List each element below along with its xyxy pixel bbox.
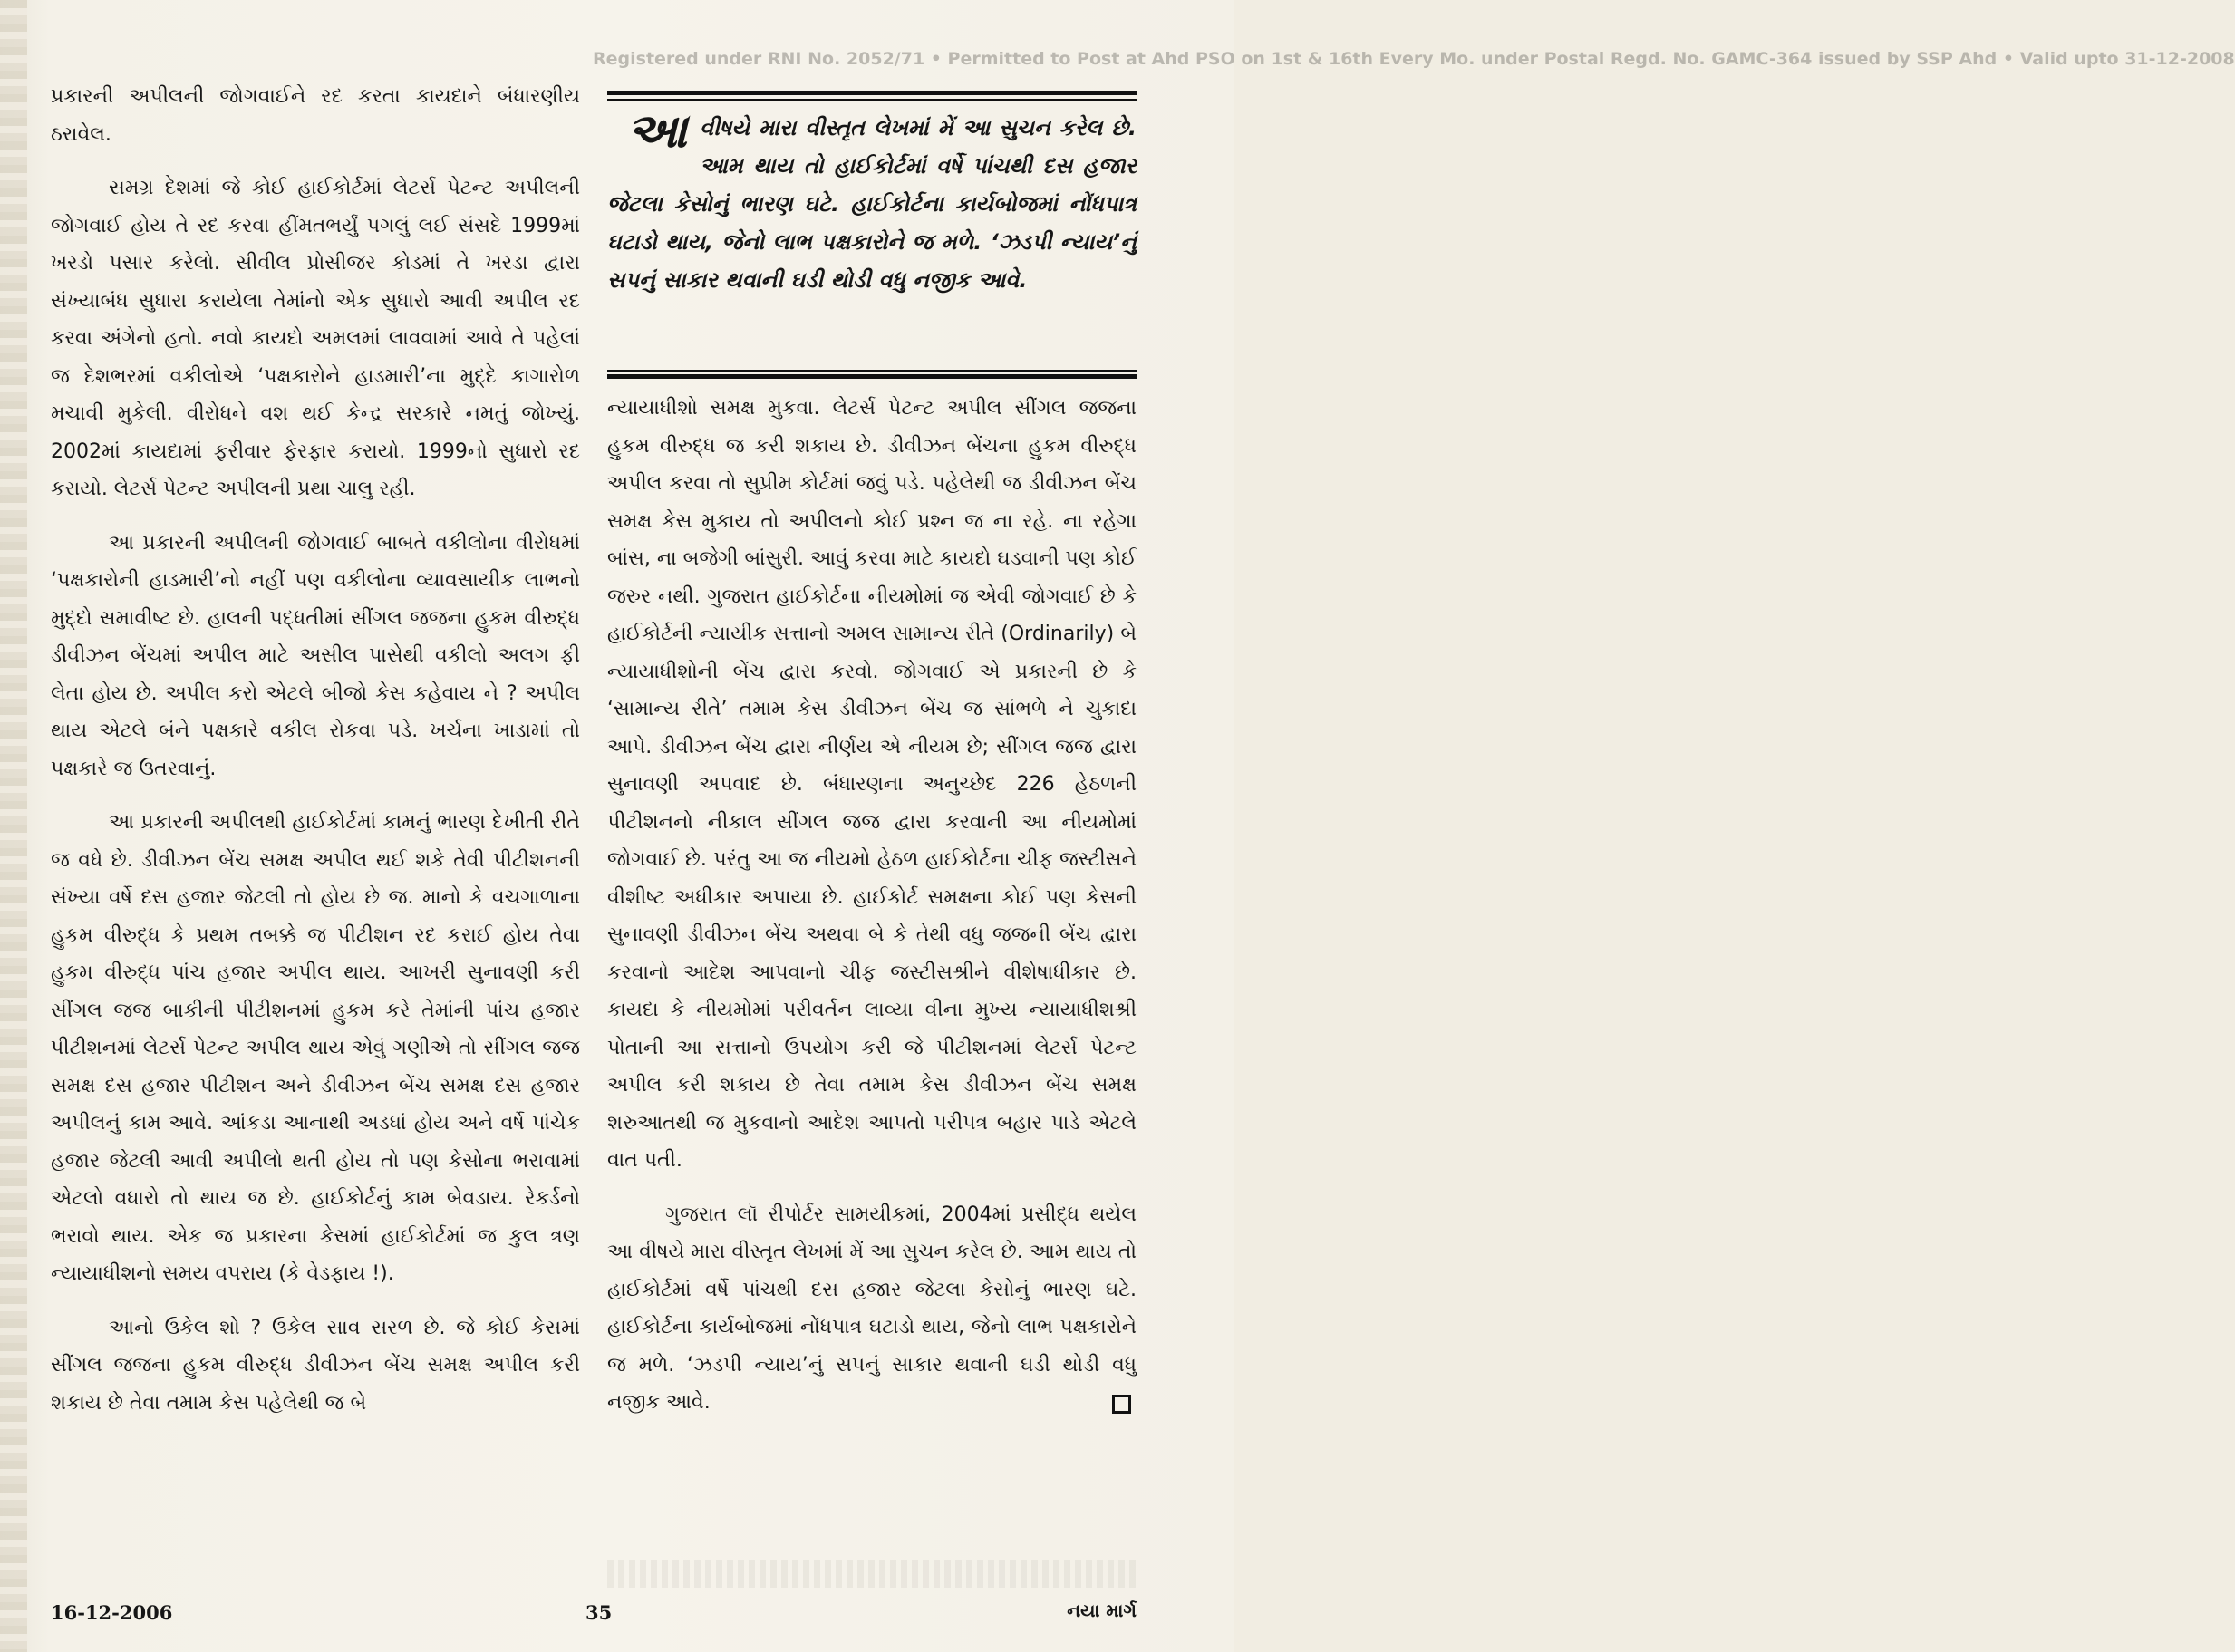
paragraph: ન્યાયાધીશો સમક્ષ મુકવા. લેટર્સ પેટન્ટ અપીલ સીંગલ જજના હુકમ વીરુદ્ધ જ કરી શકાય છે. ડીવીઝન બેંચના હુકમ વીરુદ્ધ અપીલ કરવા તો સુપ્રીમ કોર્ટમાં જવું પડે. પહેલેથી જ ડીવીઝન બેંચ સમક્ષ કેસ મુકાય તો અપીલનો કોઈ પ્રશ્ન જ ના રહે. ના રહેગા બાંસ, ના બજેગી બાંસુરી. આવું કરવા માટે કાયદો ઘડવાની પણ કોઈ જરુર નથી. ગુજરાત હાઈકોર્ટના નીયમોમાં જ એવી જોગવાઈ છે કે હાઈકોર્ટની ન્યાયીક સત્તાનો અમલ સામાન્ય રીતે (Ordinarily) બે ન્યાયાધીશોની બેંચ દ્વારા કરવો. જોગવાઈ એ પ્રકારની છે કે ‘સામાન્ય રીતે’ તમામ કેસ ડીવીઝન બેંચ જ સાંભળે ને ચુકાદા આપે. ડીવીઝન બેંચ દ્વારા નીર્ણય એ નીયમ છે; સીંગલ જજ દ્વારા સુનાવણી અપવાદ છે. બંધારણના અનુચ્છેદ 226 હેઠળની પીટીશનનો નીકાલ સીંગલ જજ દ્વારા કરવાની આ નીયમોમાં જોગવાઈ છે. પરંતુ આ જ નીયમો હેઠળ હાઈકોર્ટના ચીફ જસ્ટીસને વીશીષ્ટ અધીકાર અપાયા છે. હાઈકોર્ટ સમક્ષના કોઈ પણ કેસની સુનાવણી ડીવીઝન બેંચ અથવા બે કે તેથી વધુ જજની બેંચ દ્વારા કરવાનો આદેશ આપવાનો ચીફ જસ્ટીસશ્રીને વીશેષાધીકાર છે. કાયદા કે નીયમોમાં પરીવર્તન લાવ્યા વીના મુખ્ય ન્યાયાધીશશ્રી પોતાની આ સત્તાનો ઉપયોગ કરી જે પીટીશનમાં લેટર્સ પેટન્ટ અપીલ કરી શકાય છે તેવા તમામ કેસ ડીવીઝન બેંચ સમક્ષ શરુઆતથી જ મુકવાનો આદેશ આપતો પરીપત્ર બહાર પાડે એટલે વાત પતી. — [607, 397, 1137, 1172]
paragraph-text: ગુજરાત લૉ રીપોર્ટર સામયીકમાં, 2004માં પ્રસીદ્ધ થયેલ આ વીષયે મારા વીસ્તૃત લેખમાં મેં આ સુચન કરેલ છે. આમ થાય તો હાઈકોર્ટમાં વર્ષે પાંચથી દસ હજાર જેટલા કેસોનું ભારણ ઘટે. હાઈકોર્ટના કાર્યબોજમાં નોંધપાત્ર ઘટાડો થાય, જેનો લાભ પક્ષકારોને જ મળે. ‘ઝડપી ન્યાય’નું સપનું સાકાર થવાની ઘડી થોડી વધુ નજીક આવે. — [607, 1203, 1137, 1414]
page-number: 35 — [585, 1601, 613, 1624]
paragraph: આ પ્રકારની અપીલની જોગવાઈ બાબતે વકીલોના વીરોધમાં ‘પક્ષકારોની હાડમારી’નો નહીં પણ વકીલોના વ્યાવસાયીક લાભનો મુદ્દો સમાવીષ્ટ છે. હાલની પદ્ધતીમાં સીંગલ જજના હુકમ વીરુદ્ધ ડીવીઝન બેંચમાં અપીલ માટે અસીલ પાસેથી વકીલો અલગ ફી લેતા હોય છે. અપીલ કરો એટલે બીજો કેસ કહેવાય ને ? અપીલ થાય એટલે બંને પક્ષકારે વકીલ રોકવા પડે. ખર્ચના ખાડામાં તો પક્ષકારે જ ઉતરવાનું. — [51, 531, 580, 780]
pull-quote-top-rule-thin — [607, 99, 1137, 101]
paragraph: પ્રકારની અપીલની જોગવાઈને રદ કરતા કાયદાને બંધારણીય ઠરાવેલ. — [51, 85, 580, 146]
pull-quote-top-rule — [607, 91, 1137, 95]
magazine-name: નયા માર્ગ — [1067, 1599, 1137, 1621]
paragraph-last — [607, 1196, 1137, 1422]
page-footer — [51, 1598, 1137, 1628]
bleed-through-header: Registered under RNI No. 2052/71 • Permitted to Post at Ahd PSO on 1st & 16th Every Mo. under Postal Regd. No. GAMC-364 issued by SSP Ahd • Valid upto 31-12-2008 — [593, 49, 2235, 69]
paragraph: આ પ્રકારની અપીલથી હાઈકોર્ટમાં કામનું ભારણ દેખીતી રીતે જ વધે છે. ડીવીઝન બેંચ સમક્ષ અપીલ થઈ શકે તેવી પીટીશનની સંખ્યા વર્ષે દસ હજાર જેટલી તો હોય છે જ. માનો કે વચગાળાના હુકમ વીરુદ્ધ કે પ્રથમ તબક્કે જ પીટીશન રદ કરાઈ હોય તેવા હુકમ વીરુદ્ધ પાંચ હજાર અપીલ થાય. આખરી સુનાવણી કરી સીંગલ જજ બાકીની પીટીશનમાં હુકમ કરે તેમાંની પાંચ હજાર પીટીશનમાં લેટર્સ પેટન્ટ અપીલ થાય એવું ગણીએ તો સીંગલ જજ સમક્ષ દસ હજાર પીટીશન અને ડીવીઝન બેંચ સમક્ષ દસ હજાર અપીલનું કામ આવે. આંકડા આનાથી અડધાં હોય અને વર્ષે પાંચેક હજાર જેટલી આવી અપીલો થતી હોય તો પણ કેસોના ભરાવામાં એટલો વધારો તો થાય જ છે. હાઈકોર્ટનું કામ બેવડાય. રેકર્ડનો ભરાવો થાય. એક જ પ્રકારના કેસમાં હાઈકોર્ટમાં જ કુલ ત્રણ ન્યાયાધીશનો સમય વપરાય (કે વેડફાય !). — [51, 811, 580, 1285]
paragraph: આનો ઉકેલ શો ? ઉકેલ સાવ સરળ છે. જે કોઈ કેસમાં સીંગલ જજના હુકમ વીરુદ્ધ ડીવીઝન બેંચ સમક્ષ અપીલ કરી શકાય છે તેવા તમામ કેસ પહેલેથી જ બે — [51, 1316, 580, 1415]
pull-quote-text: વીષયે મારા વીસ્તૃત લેખમાં મેં આ સુચન કરેલ છે. આમ થાય તો હાઈકોર્ટમાં વર્ષે પાંચથી દસ હજાર જેટલા કેસોનું ભારણ ઘટે. હાઈકોર્ટના કાર્યબોજમાં નોંધપાત્ર ઘટાડો થાય, જેનો લાભ પક્ષકારોને જ મળે. ‘ઝડપી ન્યાય’નું સપનું સાકાર થવાની ઘડી થોડી વધુ નજીક આવે. — [607, 115, 1137, 293]
article-end-square-icon — [1112, 1395, 1131, 1414]
paragraph: સમગ્ર દેશમાં જે કોઈ હાઈકોર્ટમાં લેટર્સ પેટન્ટ અપીલની જોગવાઈ હોય તે રદ કરવા હીંમતભર્યું પગલું લઈ સંસદે 1999માં ખરડો પસાર કરેલો. સીવીલ પ્રોસીજર કોડમાં તે ખરડા દ્વારા સંખ્યાબંધ સુધારા કરાયેલા તેમાંનો એક સુધારો આવી અપીલ રદ કરવા અંગેનો હતો. નવો કાયદો અમલમાં લાવવામાં આવે તે પહેલાં જ દેશભરમાં વકીલોએ ‘પક્ષકારોને હાડમારી’ના મુદ્દે કાગારોળ મચાવી મુકેલી. વીરોધને વશ થઈ કેન્દ્ર સરકારે નમતું જોખ્યું. 2002માં કાયદામાં ફરીવાર ફેરફાર કરાયો. 1999નો સુધારો રદ કરાયો. લેટર્સ પેટન્ટ અપીલની પ્રથા ચાલુ રહી. — [51, 177, 580, 500]
pull-quote — [607, 104, 1137, 299]
issue-date: 16-12-2006 — [51, 1601, 173, 1624]
bleed-through-footer — [607, 1560, 1137, 1588]
pull-quote-bottom-rule-thin — [607, 370, 1137, 372]
left-column — [51, 78, 580, 1422]
right-column — [607, 390, 1137, 1422]
pull-quote-drop-letter: આ — [627, 104, 688, 159]
torn-paper-edge — [0, 0, 27, 1652]
pull-quote-bottom-rule — [607, 374, 1137, 379]
